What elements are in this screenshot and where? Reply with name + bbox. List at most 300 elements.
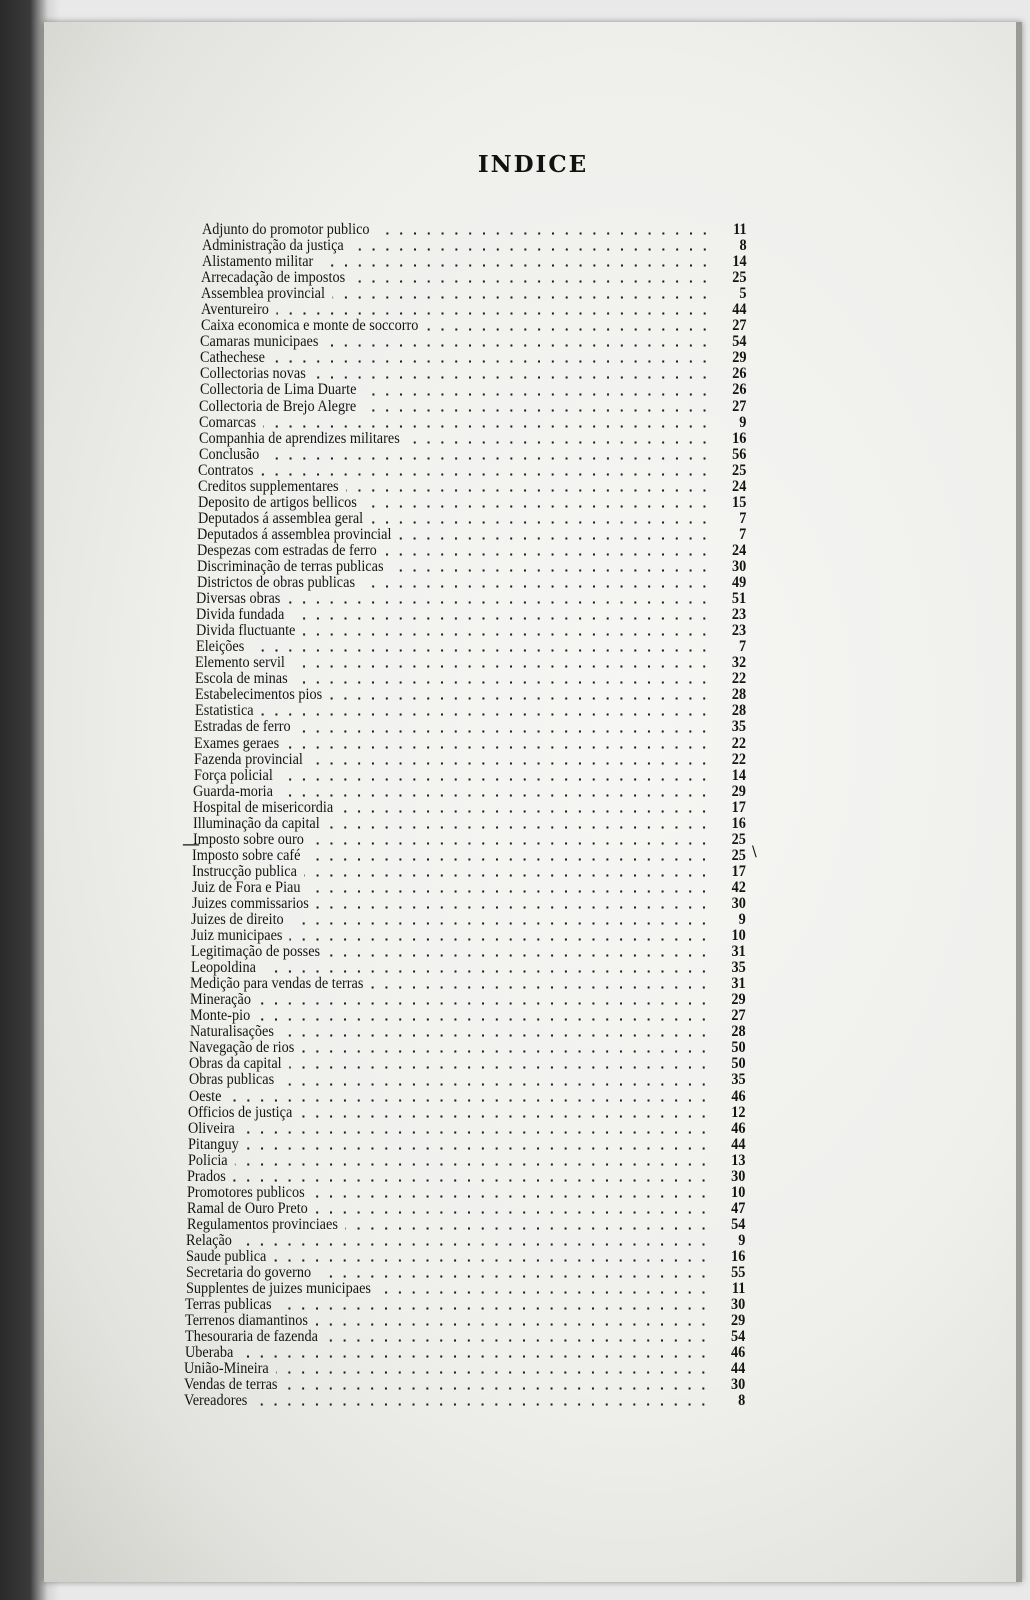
leader-dots xyxy=(378,1291,710,1294)
index-entry xyxy=(200,382,754,398)
leader-dots xyxy=(313,376,711,379)
index-entry xyxy=(194,768,753,784)
leader-dots xyxy=(301,1050,710,1053)
entry-page-number: 46 xyxy=(731,1120,746,1137)
index-entry xyxy=(185,1329,753,1345)
entry-page-number: 11 xyxy=(731,1281,746,1298)
entry-name: Eleições xyxy=(196,639,245,656)
entry-page-number: 26 xyxy=(732,366,747,383)
index-entry xyxy=(191,928,753,944)
index-entry xyxy=(195,671,753,687)
entry-name: Caixa economica e monte de soccorro xyxy=(201,318,419,335)
entry-page-number: 32 xyxy=(731,655,747,672)
entry-page-number: 27 xyxy=(731,1008,746,1025)
entry-page-number: 25 xyxy=(732,462,747,479)
entry-name: Naturalisações xyxy=(190,1024,274,1041)
index-entry xyxy=(186,1233,753,1249)
entry-name: Guarda-moria xyxy=(193,783,273,800)
leader-dots xyxy=(364,409,712,412)
document-page xyxy=(44,22,1022,1582)
index-entry xyxy=(192,896,753,912)
entry-name: Collectorias novas xyxy=(200,366,306,383)
index-entry xyxy=(190,992,753,1008)
entry-page-number: 54 xyxy=(731,1329,746,1346)
leader-dots xyxy=(327,826,711,829)
entry-page-number: 29 xyxy=(731,783,746,800)
leader-dots xyxy=(391,569,711,572)
index-entry xyxy=(195,655,753,671)
entry-page-number: 22 xyxy=(731,751,746,768)
index-entry xyxy=(199,447,754,463)
entry-name: Mineração xyxy=(190,992,251,1009)
index-entry xyxy=(186,1281,753,1297)
entry-name: Assemblea provincial xyxy=(201,286,325,303)
entry-name: União-Mineira xyxy=(184,1361,269,1378)
entry-page-number: 25 xyxy=(731,847,746,864)
leader-dots xyxy=(266,457,711,460)
entry-page-number: 30 xyxy=(731,895,746,912)
margin-dash-right: \ xyxy=(752,844,757,860)
entry-name: Oeste xyxy=(189,1088,222,1105)
leader-dots xyxy=(273,360,712,363)
entry-name: Regulamentos provinciaes xyxy=(187,1216,338,1233)
leader-dots xyxy=(258,1002,711,1005)
leader-dots xyxy=(312,842,711,845)
entry-name: Imposto sobre café xyxy=(192,847,301,864)
entry-name: Estabelecimentos pios xyxy=(195,687,323,704)
index-entry xyxy=(188,1105,753,1121)
entry-name: Exames geraes xyxy=(194,735,280,752)
leader-dots xyxy=(340,810,711,813)
index-entry xyxy=(184,1377,753,1393)
entry-name: Adjunto do promotor publico xyxy=(202,222,370,238)
leader-dots xyxy=(315,1211,711,1214)
leader-dots xyxy=(298,730,711,733)
index-entry xyxy=(201,270,754,286)
index-entry xyxy=(187,1169,753,1185)
entry-page-number: 11 xyxy=(733,222,747,238)
entry-page-number: 9 xyxy=(738,1232,746,1249)
entry-name: Oliveira xyxy=(188,1120,235,1137)
entry-page-number: 26 xyxy=(732,382,747,399)
entry-page-number: 16 xyxy=(731,815,746,832)
entry-name: Despezas com estradas de ferro xyxy=(197,542,377,559)
entry-name: Uberaba xyxy=(185,1345,234,1362)
leader-dots xyxy=(280,794,711,797)
entry-page-number: 27 xyxy=(732,398,747,415)
leader-dots xyxy=(333,296,712,299)
entry-page-number: 9 xyxy=(738,912,746,929)
index-entry xyxy=(184,1393,753,1409)
index-entry xyxy=(191,912,753,928)
entry-page-number: 29 xyxy=(732,350,747,367)
leader-dots xyxy=(291,922,711,925)
leader-dots xyxy=(282,1083,711,1086)
leader-dots xyxy=(308,858,711,861)
leader-dots xyxy=(289,1066,710,1069)
entry-name: Juiz de Fora e Piau xyxy=(192,879,301,896)
index-entry xyxy=(187,1185,753,1201)
entry-name: Divida fluctuante xyxy=(196,623,296,640)
index-entry xyxy=(192,880,753,896)
index-entry xyxy=(197,543,754,559)
entry-page-number: 8 xyxy=(738,1393,746,1410)
index-entry xyxy=(193,800,753,816)
index-entry xyxy=(189,1040,753,1056)
leader-dots xyxy=(276,312,711,315)
entry-page-number: 28 xyxy=(731,703,747,720)
index-entry xyxy=(194,752,753,768)
entry-page-number: 42 xyxy=(731,879,746,896)
entry-name: Imposto sobre ouro xyxy=(193,831,304,848)
leader-dots xyxy=(246,1147,711,1150)
entry-page-number: 7 xyxy=(739,526,747,543)
entry-page-number: 9 xyxy=(739,414,747,431)
entry-name: Collectoria de Lima Duarte xyxy=(200,382,357,399)
entry-name: Juizes de direito xyxy=(191,912,284,929)
index-entry xyxy=(191,944,753,960)
entry-name: Deposito de artigos bellicos xyxy=(198,494,357,511)
leader-dots xyxy=(273,1259,710,1262)
entry-name: Officios de justiça xyxy=(188,1104,293,1121)
entry-name: Medição para vendas de terras xyxy=(190,976,364,993)
entry-name: Conclusão xyxy=(199,446,260,463)
index-entry xyxy=(193,784,753,800)
index-entry xyxy=(196,591,754,607)
index-entry xyxy=(188,1121,753,1137)
leader-dots xyxy=(398,537,711,540)
leader-dots xyxy=(292,617,712,620)
entry-name: Prados xyxy=(187,1168,226,1185)
leader-dots xyxy=(351,248,712,251)
leader-dots xyxy=(318,1275,710,1278)
entry-page-number: 15 xyxy=(732,494,747,511)
leader-dots xyxy=(263,425,711,428)
entry-page-number: 27 xyxy=(732,318,747,335)
index-entry xyxy=(199,415,754,431)
entry-name: Ramal de Ouro Preto xyxy=(187,1200,308,1217)
entry-page-number: 16 xyxy=(732,430,747,447)
leader-dots xyxy=(371,986,710,989)
leader-dots xyxy=(264,970,711,973)
index-entry xyxy=(197,559,754,575)
leader-dots xyxy=(261,713,711,716)
entry-page-number: 31 xyxy=(731,976,746,993)
index-entry xyxy=(200,366,754,382)
entry-name: Terrenos diamantinos xyxy=(185,1313,308,1330)
leader-dots xyxy=(310,762,711,765)
index-entry xyxy=(195,703,753,719)
index-entry xyxy=(194,736,753,752)
entry-page-number: 24 xyxy=(732,478,747,495)
index-entry xyxy=(195,687,753,703)
index-entry xyxy=(200,350,754,366)
index-entry xyxy=(199,399,754,415)
index-entry xyxy=(192,864,753,880)
index-entry xyxy=(200,334,754,350)
leader-dots xyxy=(353,280,712,283)
index-entry xyxy=(202,222,754,238)
leader-dots xyxy=(327,954,711,957)
entry-page-number: 12 xyxy=(731,1104,746,1121)
index-entry xyxy=(190,1024,753,1040)
entry-page-number: 17 xyxy=(731,863,746,880)
index-entry xyxy=(197,527,754,543)
leader-dots xyxy=(345,1227,710,1230)
index-entry xyxy=(191,960,753,976)
entry-name: Pitanguy xyxy=(188,1136,239,1153)
index-list xyxy=(184,222,802,1410)
leader-dots xyxy=(255,1403,710,1406)
entry-name: Vereadores xyxy=(184,1393,248,1410)
index-entry xyxy=(186,1265,753,1281)
entry-name: Hospital de misericordia xyxy=(193,799,334,816)
leader-dots xyxy=(233,1179,710,1182)
entry-name: Divida fundada xyxy=(196,607,285,624)
entry-page-number: 50 xyxy=(731,1040,746,1057)
entry-page-number: 24 xyxy=(731,542,747,559)
entry-name: Estatistica xyxy=(195,703,254,720)
index-entry xyxy=(190,1008,753,1024)
entry-page-number: 44 xyxy=(730,1361,746,1378)
entry-name: Comarcas xyxy=(199,414,257,431)
index-entry xyxy=(198,479,754,495)
entry-page-number: 30 xyxy=(731,1297,746,1314)
entry-page-number: 44 xyxy=(732,302,747,319)
leader-dots xyxy=(316,1323,711,1326)
entry-name: Arrecadação de impostos xyxy=(201,270,346,287)
index-entry xyxy=(189,1089,753,1105)
index-entry xyxy=(192,848,753,864)
entry-page-number: 47 xyxy=(731,1200,746,1217)
index-entry xyxy=(187,1201,753,1217)
entry-page-number: 35 xyxy=(731,960,746,977)
entry-name: Deputados á assemblea geral xyxy=(198,510,364,527)
index-entry xyxy=(196,639,754,655)
entry-page-number: 25 xyxy=(731,831,746,848)
leader-dots xyxy=(257,1018,711,1021)
index-entry xyxy=(185,1313,753,1329)
leader-dots xyxy=(299,1115,710,1118)
entry-page-number: 30 xyxy=(730,1377,746,1394)
index-entry xyxy=(196,607,754,623)
entry-name: Navegação de rios xyxy=(189,1040,295,1057)
page-title: INDICE xyxy=(477,151,589,179)
entry-name: Thesouraria de fazenda xyxy=(185,1329,319,1346)
entry-name: Força policial xyxy=(194,767,273,784)
entry-name: Escola de minas xyxy=(195,671,288,688)
entry-name: Alistamento militar xyxy=(202,254,314,271)
entry-name: Cathechese xyxy=(200,350,265,367)
index-entry xyxy=(184,1361,753,1377)
leader-dots xyxy=(425,328,711,331)
entry-name: Contratos xyxy=(198,462,254,479)
entry-page-number: 49 xyxy=(731,575,747,592)
leader-dots xyxy=(285,1387,710,1390)
entry-page-number: 28 xyxy=(731,1024,746,1041)
entry-page-number: 46 xyxy=(731,1088,746,1105)
entry-name: Obras da capital xyxy=(189,1056,282,1073)
entry-name: Terras publicas xyxy=(185,1297,272,1314)
margin-dash-left: — xyxy=(182,834,200,855)
entry-page-number: 10 xyxy=(731,928,746,945)
index-entry xyxy=(202,254,754,270)
entry-page-number: 28 xyxy=(731,687,747,704)
index-entry xyxy=(193,816,753,832)
leader-dots xyxy=(312,1195,710,1198)
leader-dots xyxy=(384,553,712,556)
leader-dots xyxy=(377,232,712,235)
entry-name: Creditos supplementares xyxy=(198,478,339,495)
entry-page-number: 29 xyxy=(731,992,746,1009)
index-entry xyxy=(198,495,754,511)
entry-name: Relação xyxy=(186,1232,232,1249)
leader-dots xyxy=(407,441,712,444)
index-entry xyxy=(190,976,753,992)
index-entry xyxy=(198,463,754,479)
entry-name: Camaras municipaes xyxy=(200,334,319,351)
index-entry xyxy=(189,1056,753,1072)
leader-dots xyxy=(364,393,712,396)
index-entry xyxy=(188,1137,753,1153)
entry-name: Policia xyxy=(188,1152,228,1169)
entry-name: Elemento servil xyxy=(195,655,285,672)
entry-page-number: 8 xyxy=(739,238,747,255)
leader-dots xyxy=(261,473,712,476)
index-entry xyxy=(198,511,754,527)
index-entry xyxy=(202,238,754,254)
leader-dots xyxy=(370,521,711,524)
index-entry xyxy=(193,832,753,848)
leader-dots xyxy=(289,938,710,941)
page-edge xyxy=(1016,22,1022,1582)
entry-name: Juizes commissarios xyxy=(192,895,309,912)
entry-page-number: 30 xyxy=(731,1168,746,1185)
entry-name: Diversas obras xyxy=(196,591,281,608)
leader-dots xyxy=(281,1034,711,1037)
leader-dots xyxy=(288,601,711,604)
entry-name: Secretaria do governo xyxy=(186,1265,312,1282)
entry-page-number: 22 xyxy=(731,735,746,752)
entry-name: Promotores publicos xyxy=(187,1184,305,1201)
index-entry xyxy=(185,1297,753,1313)
index-entry xyxy=(201,302,754,318)
entry-name: Legitimação de posses xyxy=(191,944,321,961)
entry-name: Deputados á assemblea provincial xyxy=(197,526,392,543)
entry-page-number: 14 xyxy=(731,767,746,784)
entry-name: Leopoldina xyxy=(191,960,256,977)
leader-dots xyxy=(287,746,711,749)
entry-page-number: 7 xyxy=(739,510,747,527)
entry-name: Supplentes de juizes municipaes xyxy=(186,1281,371,1298)
leader-dots xyxy=(241,1355,710,1358)
index-entry xyxy=(186,1249,753,1265)
entry-page-number: 23 xyxy=(731,623,747,640)
leader-dots xyxy=(316,906,711,909)
index-entry xyxy=(188,1153,753,1169)
leader-dots xyxy=(303,633,711,636)
leader-dots xyxy=(321,264,712,267)
entry-page-number: 7 xyxy=(739,639,747,656)
entry-page-number: 22 xyxy=(731,671,747,688)
index-entry xyxy=(201,318,754,334)
entry-name: Administração da justiça xyxy=(202,238,344,255)
entry-name: Estradas de ferro xyxy=(194,719,291,736)
entry-page-number: 44 xyxy=(731,1136,746,1153)
entry-page-number: 13 xyxy=(731,1152,746,1169)
entry-page-number: 54 xyxy=(732,334,747,351)
entry-name: Collectoria de Brejo Alegre xyxy=(199,398,357,415)
entry-page-number: 29 xyxy=(731,1313,746,1330)
entry-name: Districtos de obras publicas xyxy=(197,575,356,592)
leader-dots xyxy=(252,649,711,652)
entry-page-number: 30 xyxy=(731,558,747,575)
entry-page-number: 17 xyxy=(731,799,746,816)
entry-page-number: 51 xyxy=(731,591,747,608)
entry-page-number: 55 xyxy=(731,1265,746,1282)
entry-page-number: 54 xyxy=(731,1216,746,1233)
leader-dots xyxy=(308,890,711,893)
leader-dots xyxy=(326,1339,711,1342)
leader-dots xyxy=(295,681,711,684)
entry-page-number: 35 xyxy=(731,719,746,736)
entry-page-number: 23 xyxy=(731,607,747,624)
entry-name: Monte-pio xyxy=(190,1008,251,1025)
entry-name: Discriminação de terras publicas xyxy=(197,558,384,575)
entry-page-number: 46 xyxy=(731,1345,746,1362)
leader-dots xyxy=(235,1163,711,1166)
entry-name: Vendas de terras xyxy=(184,1377,278,1394)
leader-dots xyxy=(229,1099,711,1102)
index-entry xyxy=(196,623,754,639)
leader-dots xyxy=(279,1307,710,1310)
entry-page-number: 14 xyxy=(732,254,747,271)
entry-name: Instrucção publica xyxy=(192,863,297,880)
leader-dots xyxy=(346,489,711,492)
entry-name: Juiz municipaes xyxy=(191,928,283,945)
leader-dots xyxy=(326,344,711,347)
leader-dots xyxy=(239,1243,710,1246)
index-entry xyxy=(197,575,754,591)
entry-page-number: 50 xyxy=(731,1056,746,1073)
entry-name: Fazenda provincial xyxy=(194,751,303,768)
index-entry xyxy=(185,1345,753,1361)
entry-page-number: 5 xyxy=(739,286,747,303)
leader-dots xyxy=(304,874,711,877)
index-entry xyxy=(199,431,754,447)
index-entry xyxy=(201,286,754,302)
entry-page-number: 25 xyxy=(732,270,747,287)
leader-dots xyxy=(329,697,711,700)
index-entry xyxy=(189,1072,753,1088)
leader-dots xyxy=(276,1371,710,1374)
entry-page-number: 35 xyxy=(731,1072,746,1089)
entry-name: Saude publica xyxy=(186,1249,267,1265)
leader-dots xyxy=(365,505,712,508)
entry-name: Obras publicas xyxy=(189,1072,275,1089)
entry-name: Aventureiro xyxy=(201,302,269,319)
entry-name: Companhia de aprendizes militares xyxy=(199,430,400,447)
entry-name: Illuminação da capital xyxy=(193,815,320,832)
leader-dots xyxy=(280,778,711,781)
index-entry xyxy=(187,1217,753,1233)
leader-dots xyxy=(242,1131,710,1134)
entry-page-number: 31 xyxy=(731,944,746,961)
leader-dots xyxy=(363,585,712,588)
entry-page-number: 10 xyxy=(731,1184,746,1201)
index-entry xyxy=(194,719,753,735)
entry-page-number: 56 xyxy=(732,446,747,463)
